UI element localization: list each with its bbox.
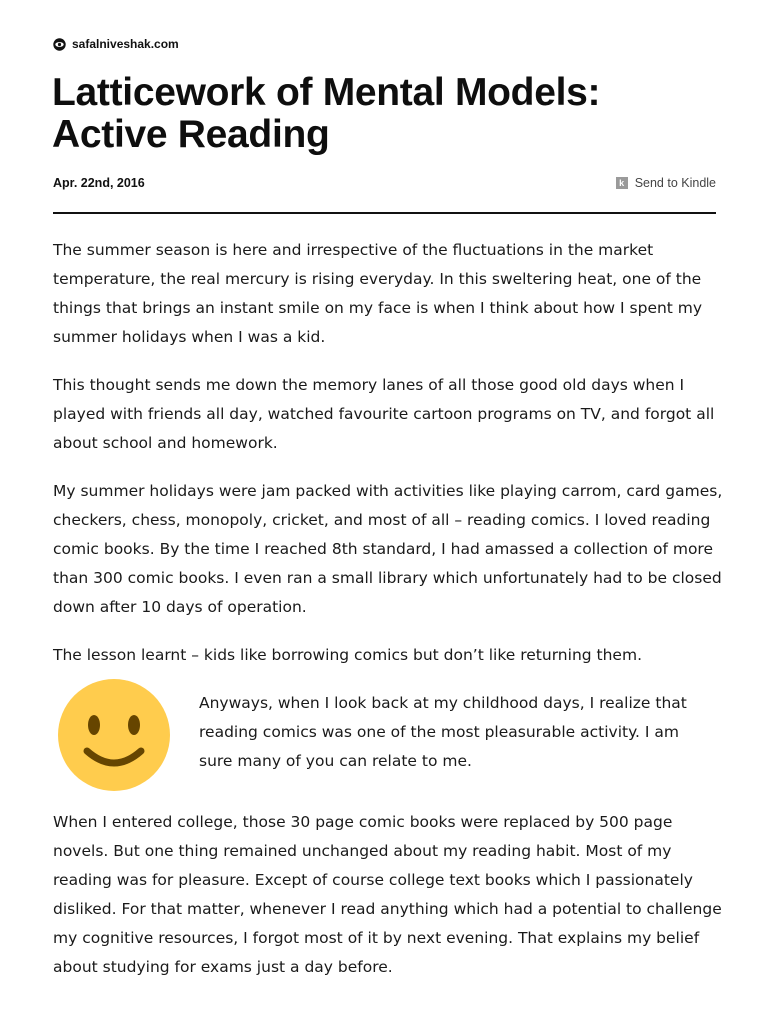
paragraph-1: The summer season is here and irrespective of the fluctuations in the market temperature, the real mercury is rising everyday. In this sweltering heat, one of the things that brings an instant smile on my face is when I think about how I spent my summer holidays when I was a kid. bbox=[53, 241, 703, 346]
paragraph-2: This thought sends me down the memory lanes of all those good old days when I played with friends all day, watched favourite cartoon programs on TV, and forgot all about school and homework. bbox=[53, 376, 715, 452]
site-header[interactable] bbox=[53, 37, 179, 51]
send-to-kindle-button[interactable] bbox=[616, 176, 716, 190]
send-to-kindle-label: Send to Kindle bbox=[634, 176, 716, 190]
article-meta bbox=[53, 174, 716, 192]
article-body bbox=[53, 236, 725, 1001]
paragraph-5: Anyways, when I look back at my childhood days, I realize that reading comics was one of the most pleasurable activity. I am sure many of you can relate to me. bbox=[199, 694, 687, 770]
smiley-face-icon bbox=[53, 679, 175, 791]
paragraph-6: When I entered college, those 30 page comic books were replaced by 500 page novels. But one thing remained unchanged about my reading habit. Most of my reading was for pleasure. Except of course college text books which I passionately disliked. For that matter, whenever I read anything which had a potential to challenge my cognitive resources, I forgot most of it by next evening. That explains my belief about studying for exams just a day before. bbox=[53, 813, 722, 976]
publish-date: Apr. 22nd, 2016 bbox=[53, 176, 145, 190]
header-divider bbox=[53, 212, 716, 214]
smiley-paragraph-block bbox=[53, 689, 725, 791]
title-line-1: Latticework of Mental Models: bbox=[52, 71, 601, 114]
page-title bbox=[52, 72, 732, 156]
paragraph-3: My summer holidays were jam packed with activities like playing carrom, card games, checkers, chess, monopoly, cricket, and most of all – reading comics. I loved reading comic books. By the time I reached 8th standard, I had amassed a collection of more than 300 comic books. I even ran a small library which unfortunately had to be closed down after 10 days of operation. bbox=[53, 482, 723, 616]
paragraph-4: The lesson learnt – kids like borrowing comics but don’t like returning them. bbox=[53, 646, 642, 664]
kindle-icon: k bbox=[616, 177, 628, 189]
eye-logo-icon bbox=[53, 38, 66, 51]
title-line-2: Active Reading bbox=[52, 113, 330, 156]
site-name[interactable]: safalniveshak.com bbox=[72, 37, 179, 51]
